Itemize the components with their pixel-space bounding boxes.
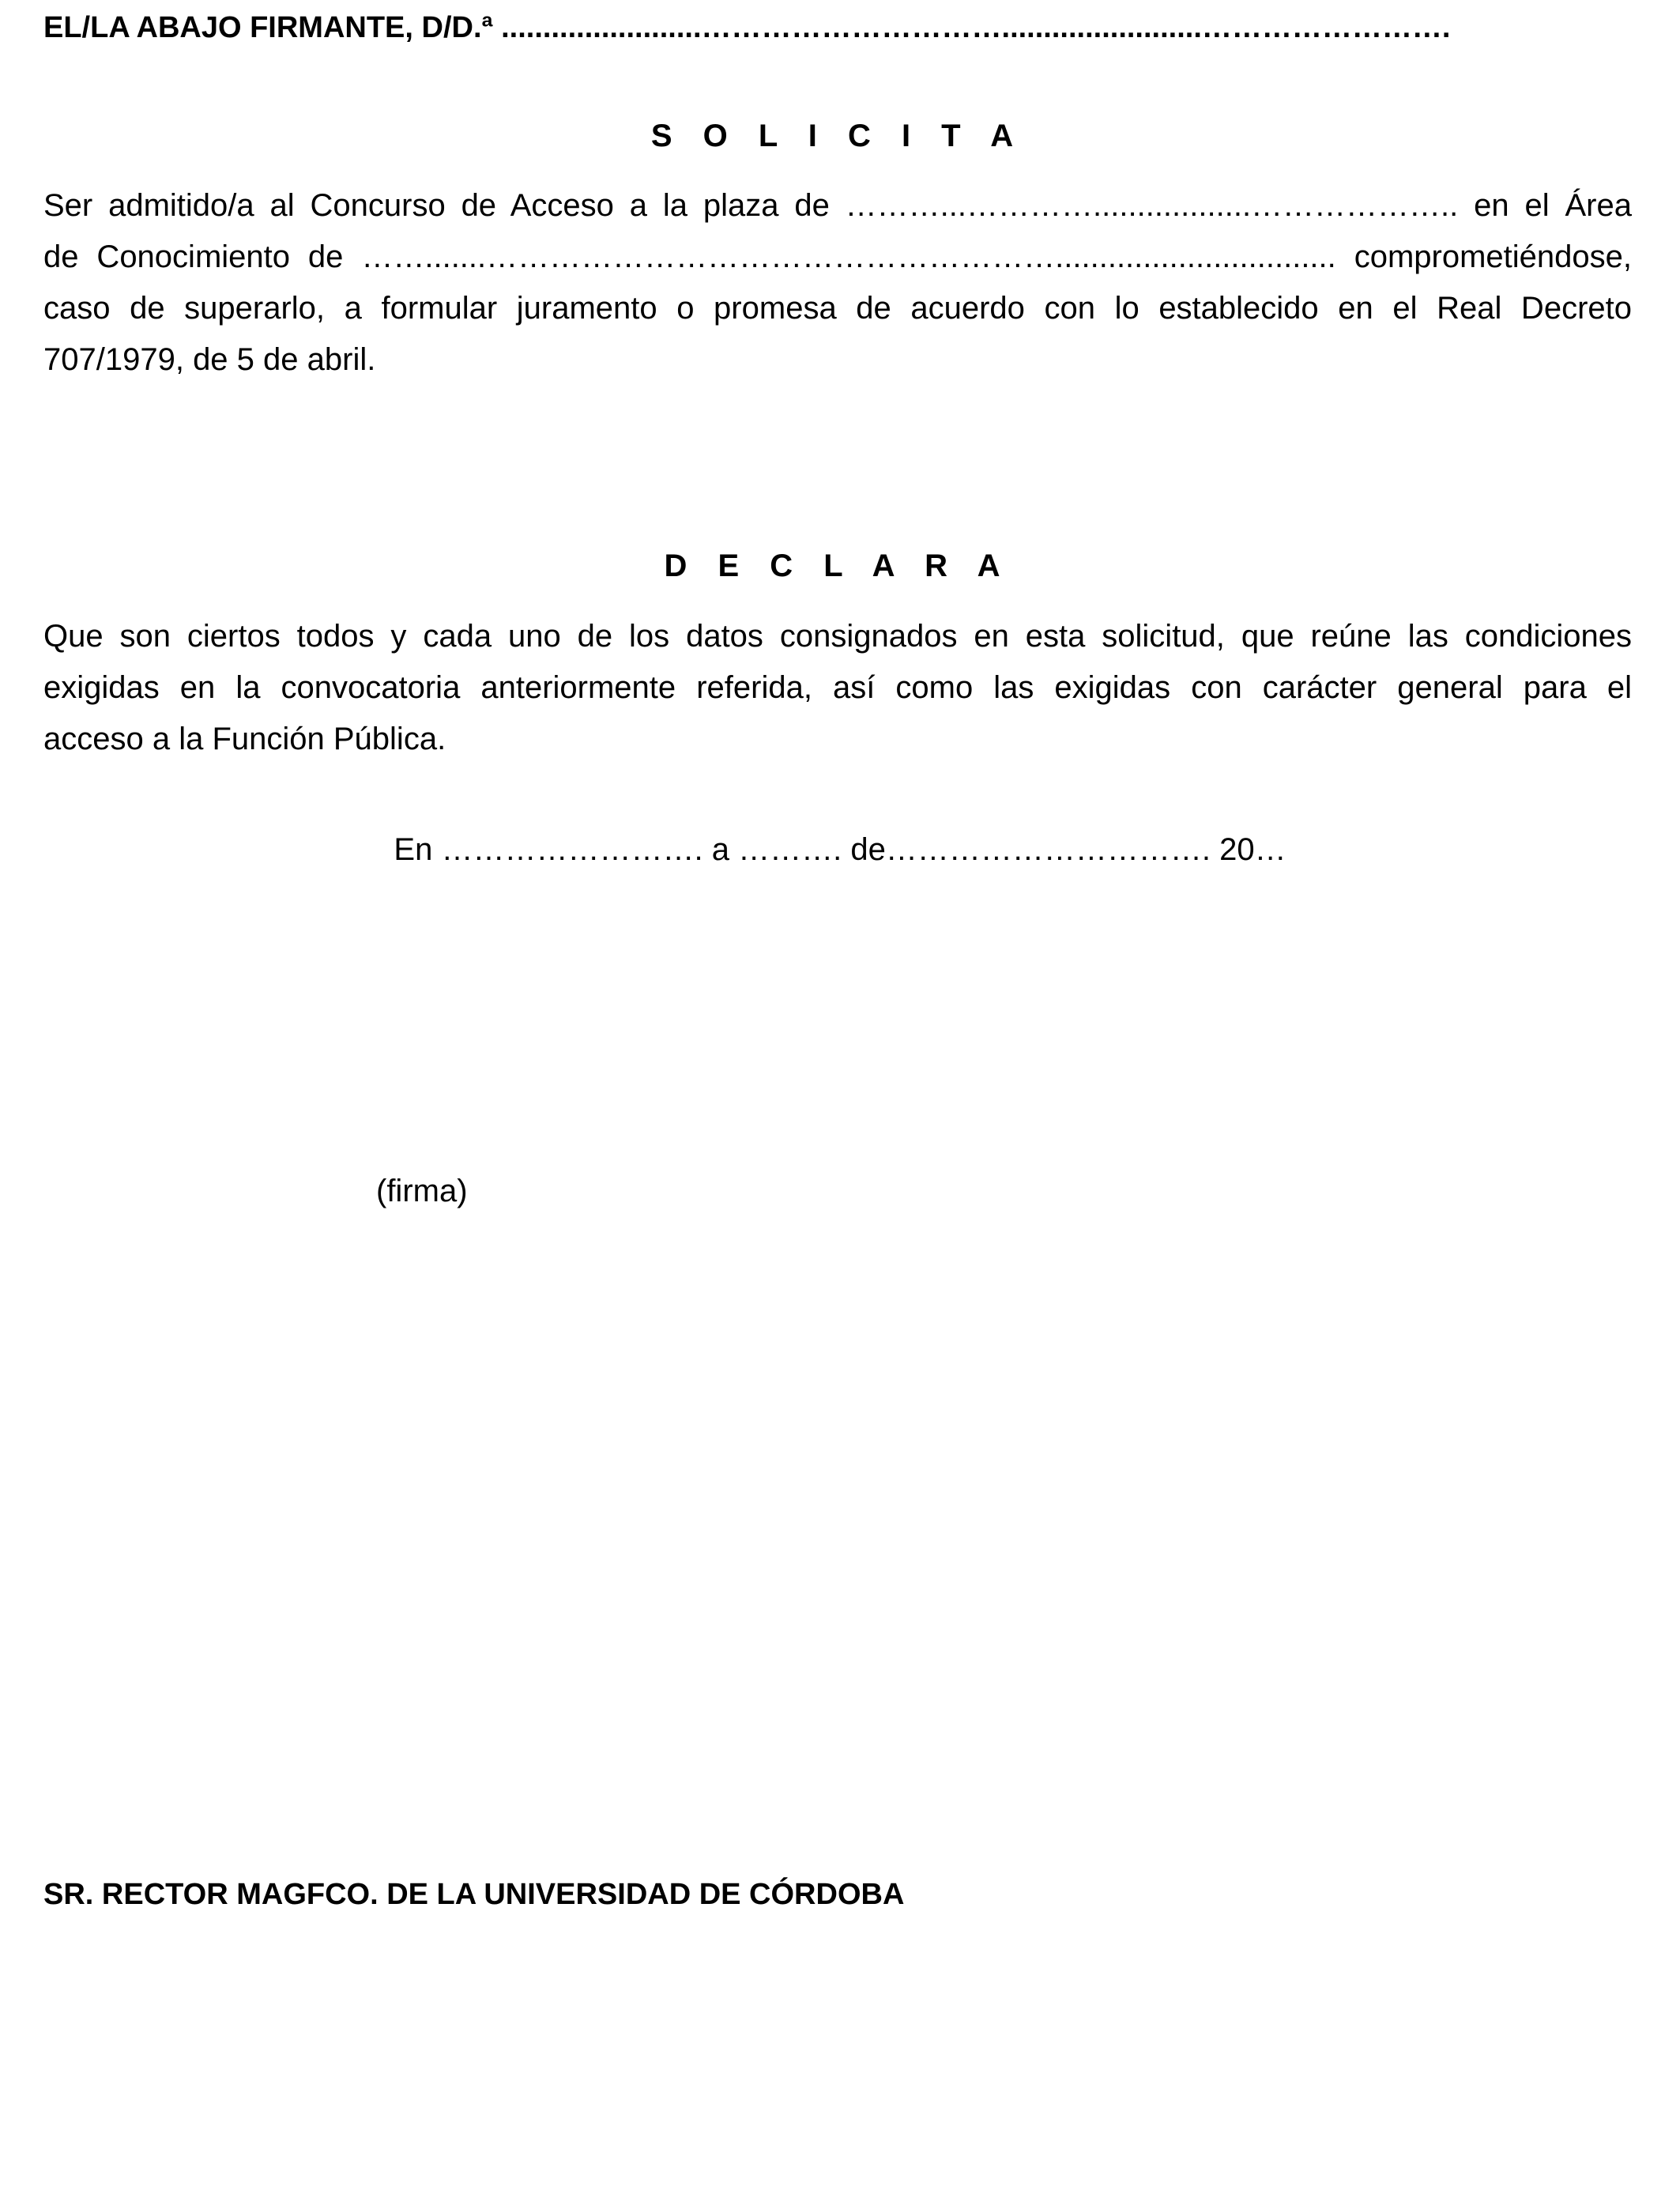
- date-de-label: de: [850, 832, 886, 867]
- date-en-label: En: [394, 832, 433, 867]
- declara-title: D E C L A R A: [664, 548, 1011, 583]
- solicita-line-2: de Conocimiento de …….......………………………………………………................................ comprometiéndose,: [43, 239, 1632, 274]
- declara-line-2: exigidas en la convocatoria anteriormente referida, así como las exigidas con carácter general para el: [43, 670, 1632, 705]
- addressee: SR. RECTOR MAGFCO. DE LA UNIVERSIDAD DE CÓRDOBA: [43, 1878, 905, 1911]
- solicita-line-1: Ser admitido/a al Concurso de Acceso a la plaza de ………...…………..................……………….. en el Área: [43, 188, 1632, 223]
- place-date-line: [0, 826, 1680, 873]
- declara-paragraph: [43, 611, 1632, 765]
- solicita-paragraph: [43, 180, 1632, 386]
- year-field: 20…: [1219, 832, 1286, 867]
- place-blank: ……………………: [441, 832, 695, 867]
- signatory-header: EL/LA ABAJO FIRMANTE, D/D.ª ........................…………………………........................…………………….: [43, 11, 1451, 44]
- declara-line-3: acceso a la Función Pública.: [43, 722, 446, 756]
- month-blank: ………………………….: [885, 832, 1211, 867]
- date-a-label: . a: [694, 832, 729, 867]
- declara-line-1: Que son ciertos todos y cada uno de los datos consignados en esta solicitud, que reúne las condiciones: [43, 619, 1632, 654]
- signature-label: (firma): [376, 1174, 468, 1208]
- day-blank: ……….: [738, 832, 842, 867]
- solicita-line-4: 707/1979, de 5 de abril.: [43, 342, 376, 377]
- solicita-title: S O L I C I T A: [650, 119, 1025, 153]
- solicita-line-3: caso de superarlo, a formular juramento o promesa de acuerdo con lo establecido en el Real Decreto: [43, 291, 1632, 326]
